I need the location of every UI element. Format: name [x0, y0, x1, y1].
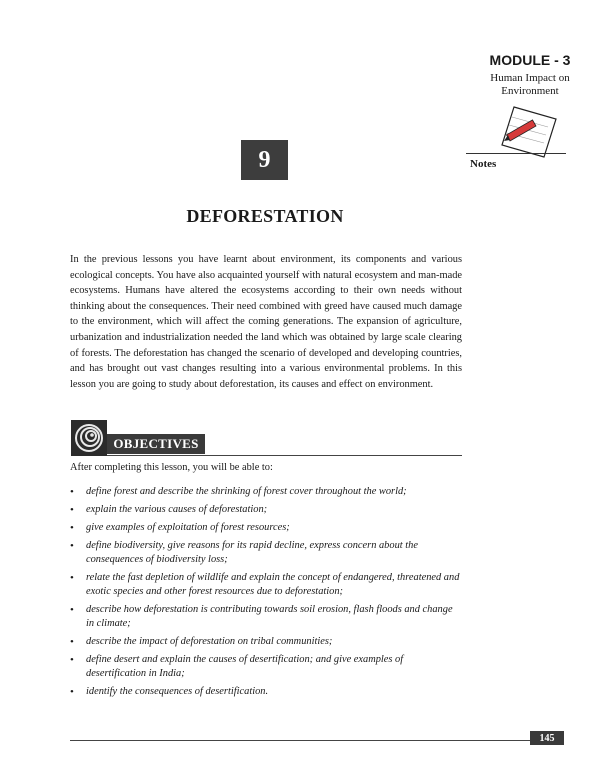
notes-pencil-icon: [496, 103, 558, 158]
footer-rule: [70, 740, 530, 741]
objectives-heading: OBJECTIVES: [107, 434, 205, 454]
notes-rule: [466, 153, 566, 154]
objectives-lead: After completing this lesson, you will be able to:: [70, 462, 273, 473]
chapter-title: DEFORESTATION: [186, 206, 344, 226]
list-item: • define desert and explain the causes of desertification; and give examples of desertification in India;: [70, 653, 462, 681]
objectives-list: [70, 485, 462, 703]
objectives-spiral-icon: [71, 420, 107, 456]
list-item: • identify the consequences of desertification.: [70, 685, 462, 699]
list-item: • explain the various causes of deforestation;: [70, 503, 462, 517]
list-item: • relate the fast depletion of wildlife and explain the concept of endangered, threatened and exotic species and other forest resources due to deforestation;: [70, 571, 462, 599]
chapter-number: 9: [241, 140, 288, 180]
list-item: • describe how deforestation is contributing towards soil erosion, flash floods and change in climate;: [70, 603, 462, 631]
intro-paragraph: In the previous lessons you have learnt about environment, its components and various ecological concepts. You have also acquainted yourself with natural ecosystem and man-made ecosystems. Humans have altered the ecosystems according to their own needs without thinking about the consequences. Their need combined with greed have caused much damage to the environment, which will affect the coming generations. The expansion of agriculture, urbanization and industrialization needed the land which was obtained by large scale clearing of forests. The deforestation has changed the scenario of developed and developing countries, and has brought out vast changes resulting into a various environmental problems. In this lesson you are going to study about deforestation, its causes and effect on environment.: [70, 254, 462, 390]
notes-label: Notes: [470, 158, 497, 170]
objectives-rule: [107, 455, 462, 456]
list-item: • define biodiversity, give reasons for its rapid decline, express concern about the consequences of biodiversity loss;: [70, 539, 462, 567]
module-subtitle-line2: Environment: [501, 85, 559, 97]
list-item: • define forest and describe the shrinking of forest cover throughout the world;: [70, 485, 462, 499]
list-item: • describe the impact of deforestation on tribal communities;: [70, 635, 462, 649]
module-subtitle: [470, 72, 590, 98]
page-number: 145: [530, 731, 564, 745]
module-title: MODULE - 3: [489, 52, 571, 68]
list-item: • give examples of exploitation of forest resources;: [70, 521, 462, 535]
module-subtitle-line1: Human Impact on: [490, 72, 570, 84]
